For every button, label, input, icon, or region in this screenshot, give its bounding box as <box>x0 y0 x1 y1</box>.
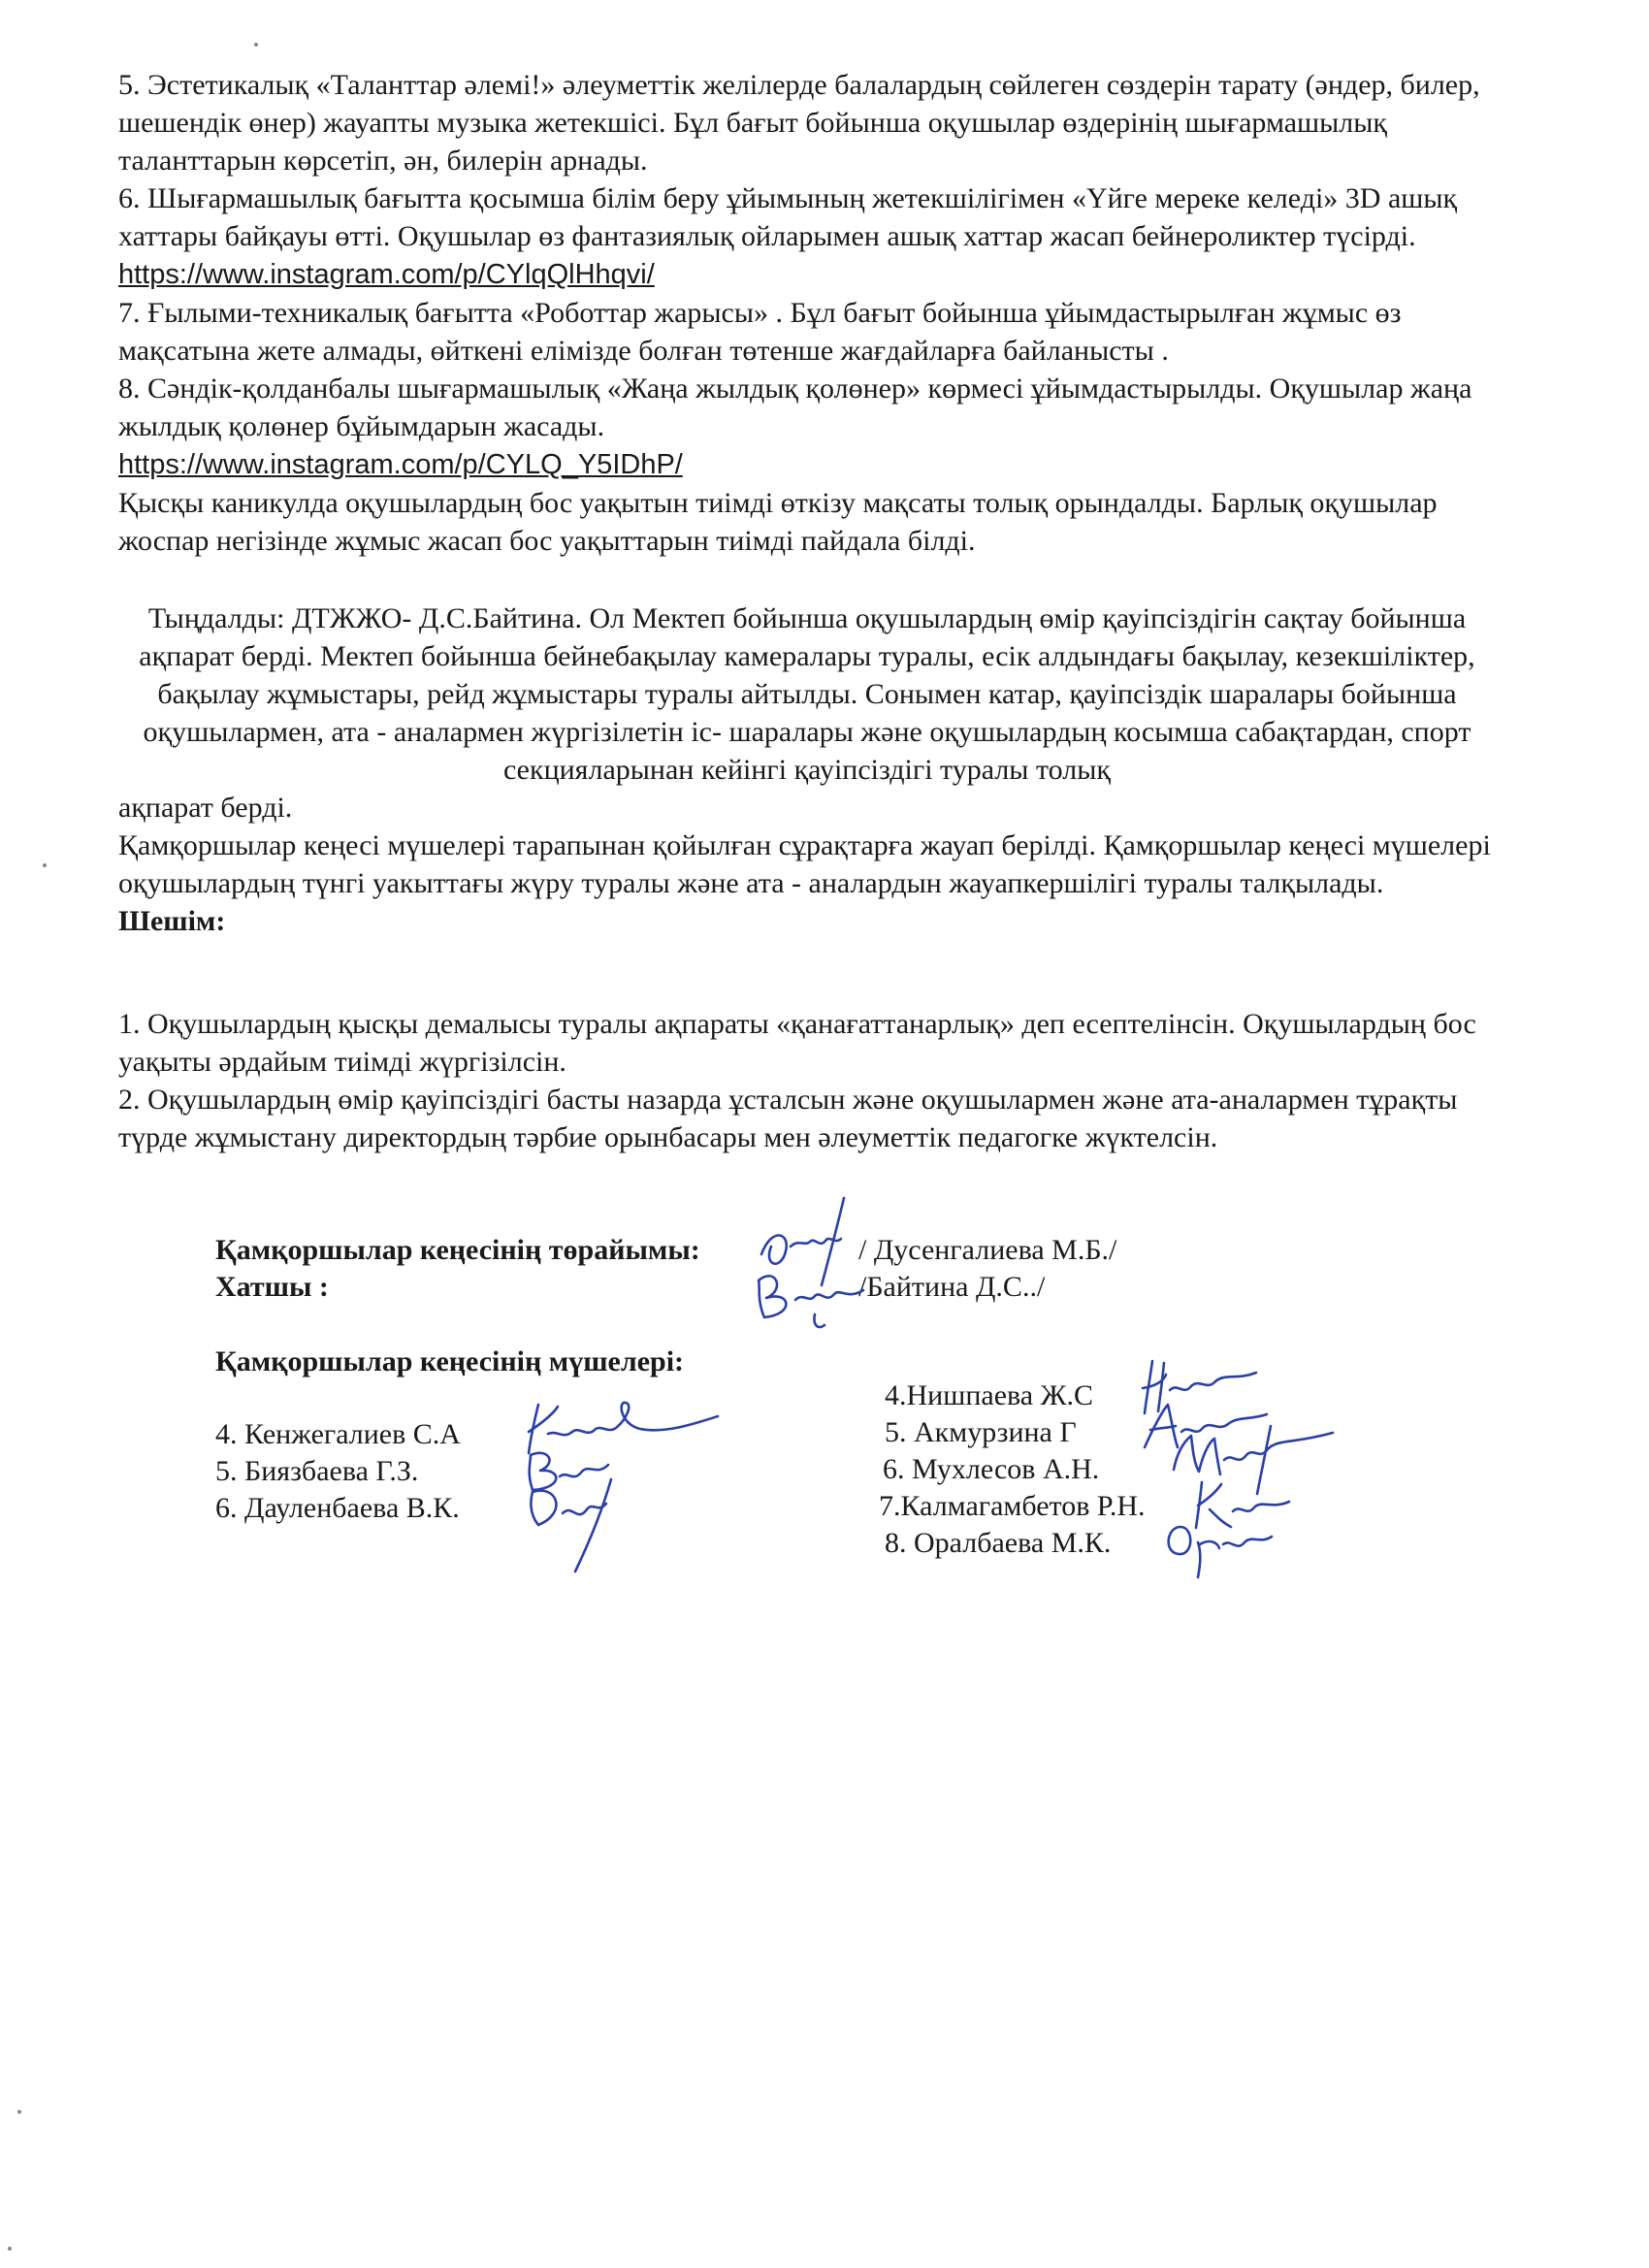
member-signature-icon <box>1159 1513 1276 1581</box>
scan-speck <box>17 2110 21 2114</box>
member-right-1: 4.Нишпаева Ж.С <box>885 1379 1093 1411</box>
activity-item-8: 8. Сәндік-қолданбалы шығармашылық «Жаңа жылдық қолөнер» көрмесі ұйымдастырылды. Оқушылар жаңа жылдық қолөнер бұйымдарын жасады. https://www.instagram.com/p/CYLQ_Y5IDhP/ <box>118 373 1472 480</box>
summary-paragraph: Қысқы каникулда оқушылардың бос уақытын тиімді өткізу мақсаты толық орындалды. Барлық оқушылар жоспар негізінде жұмыс жасап бос уақыттарын тиімді пайдала білді. <box>118 487 1438 557</box>
scan-speck <box>8 2247 12 2251</box>
members-label: Қамқоршылар кеңесінің мүшелері: <box>215 1345 685 1377</box>
activity-item-5: 5. Эстетикалық «Таланттар әлемі!» әлеуметтік желілерде балалардың сөйлеген сөздерін тарату (әндер, билер, шешендік өнер) жауапты музыка жетекшісі. Бұл бағыт бойынша оқушылар өздерінің шығармашылық таланттарын көрсетіп, ән, билерін арнады. <box>118 69 1480 177</box>
instagram-link[interactable]: https://www.instagram.com/p/CYlqQlHhqvi/ <box>118 259 655 290</box>
member-right-4: 7.Калмагамбетов Р.Н. <box>879 1490 1146 1522</box>
scan-speck <box>43 863 47 867</box>
activity-item-7: 7. Ғылыми-техникалық бағытта «Роботтар жарысы» . Бұл бағыт бойынша ұйымдастырылған жұмыс өз мақсатына жете алмады, өйткені елімізде болған төтенше жағдайларға байланысты . <box>118 297 1402 367</box>
chair-name: / Дусенгалиева М.Б./ <box>858 1234 1117 1266</box>
member-right-5: 8. Оралбаева М.К. <box>885 1527 1112 1559</box>
activity-item-6: 6. Шығармашылық бағытта қосымша білім беру ұйымының жетекшілігімен «Үйге мереке келеді» 3D ашық хаттары байқауы өтті. Оқушылар өз фантазиялық ойларымен ашық хаттар жасап бейнероликтер түсірді. https://www.instagram.com/p/CYlqQlHhqvi/ <box>118 182 1458 290</box>
decision-item-2: 2. Оқушылардың өмір қауіпсіздігі басты назарда ұсталсын және оқушылармен және ата-аналармен тұрақты түрде жұмыстану директордың тәрбие орынбасары мен әлеуметтік педагогке жүктелсін. <box>118 1084 1458 1153</box>
member-right-2: 5. Акмурзина Г <box>885 1416 1077 1448</box>
scan-speck <box>254 43 258 47</box>
member-left-2: 5. Биязбаева Г.З. <box>215 1455 419 1487</box>
listened-paragraph-tail: ақпарат берді. <box>118 792 293 824</box>
secretary-signature-icon <box>747 1261 873 1339</box>
secretary-label: Хатшы : <box>215 1271 329 1303</box>
council-answer-paragraph: Қамқоршылар кеңесі мүшелері тарапынан қойылған сұрақтарға жауап берілді. Қамқоршылар кеңесі мүшелері оқушылардың түнгі уакыттағы жүру туралы және ата - аналардын жауапкершілігі туралы талқылады. <box>118 829 1491 899</box>
secretary-name: /Байтина Д.С../ <box>858 1271 1046 1303</box>
instagram-link[interactable]: https://www.instagram.com/p/CYLQ_Y5IDhP/ <box>118 449 683 480</box>
listened-paragraph: Тыңдалды: ДТЖЖО- Д.С.Байтина. Ол Мектеп бойынша оқушылардың өмір қауіпсіздігін сақтау бойынша ақпарат берді. Мектеп бойынша бейнебақылау камералары туралы, есік алдындағы бақылау, кезекшіліктер, бақылау жұмыстары, рейд жұмыстары туралы айтылды. Сонымен катар, қауіпсіздік шаралары бойынша оқушылармен, ата - аналармен жүргізілетін іс- шаралары және оқушылардың косымша сабақтардан, спорт секцияларынан кейінгі қауіпсіздігі туралы толық <box>139 602 1475 786</box>
member-right-3: 6. Мухлесов А.Н. <box>883 1453 1100 1485</box>
chair-label: Қамқоршылар кеңесінің төрайымы: <box>215 1234 700 1266</box>
member-left-3: 6. Дауленбаева В.К. <box>215 1492 460 1524</box>
member-left-1: 4. Кенжегалиев С.А <box>215 1418 461 1450</box>
decision-heading: Шешім: <box>118 905 226 937</box>
decision-item-1: 1. Оқушылардың қысқы демалысы туралы ақпараты «қанағаттанарлық» деп есептелінсін. Оқушылардың бос уақыты әрдайым тиімді жүргізілсін. <box>118 1008 1476 1078</box>
member-signature-icon <box>519 1474 621 1576</box>
